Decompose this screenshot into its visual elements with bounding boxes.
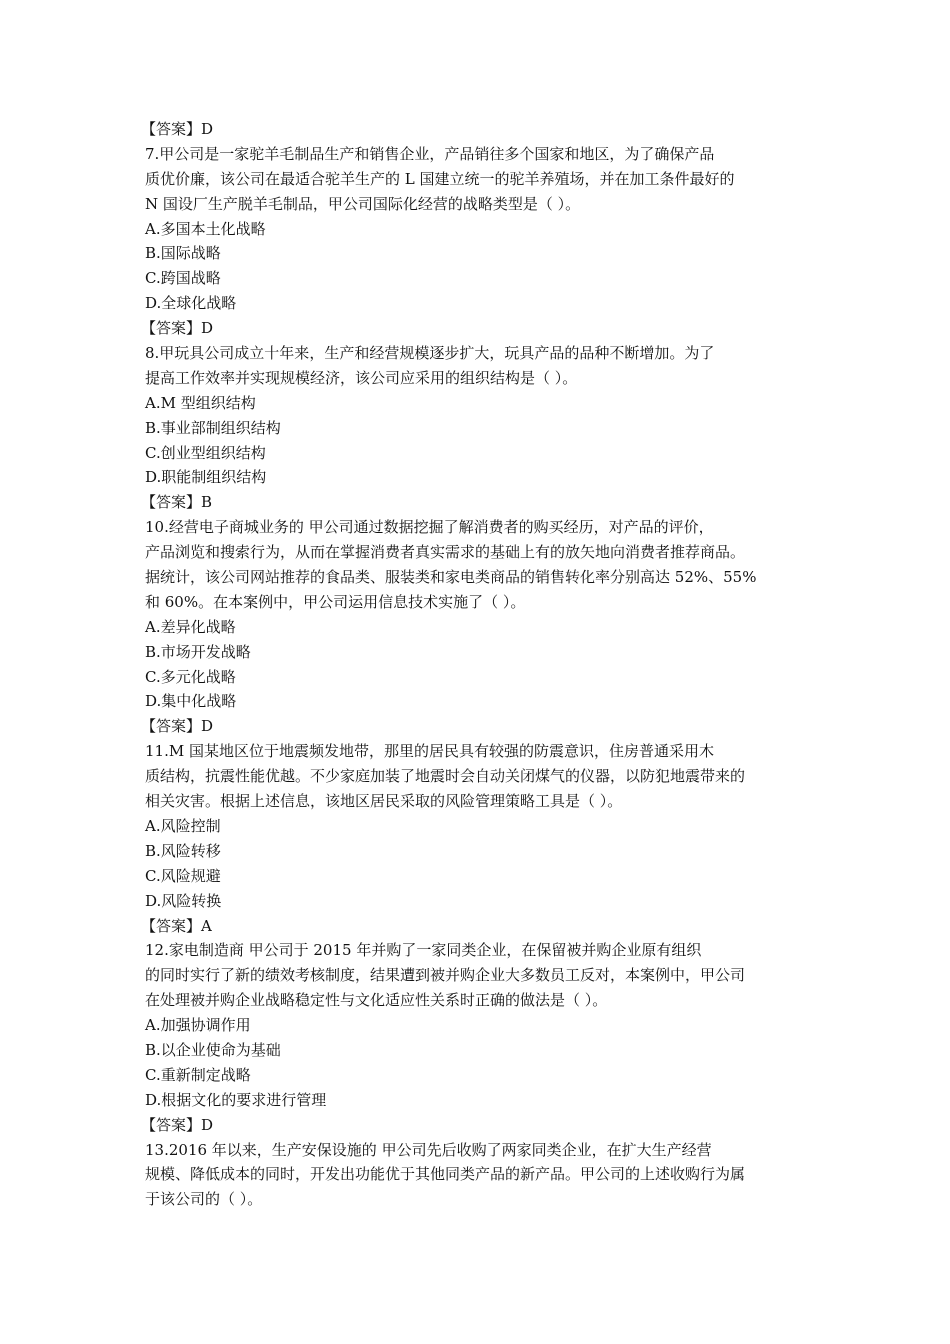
question-12-text: 12.家电制造商 甲公司于 2015 年并购了一家同类企业，在保留被并购企业原有组织 bbox=[145, 941, 702, 960]
option-d: D.根据文化的要求进行管理 bbox=[145, 1090, 327, 1109]
question-7-text: 质优价廉，该公司在最适合驼羊生产的 L 国建立统一的驼羊养殖场，并在加工条件最好的 bbox=[145, 169, 735, 188]
option-a: A.多国本土化战略 bbox=[145, 219, 266, 238]
question-13-text: 于该公司的（ ）。 bbox=[145, 1190, 263, 1209]
question-8-text: 8.甲玩具公司成立十年来，生产和经营规模逐步扩大，玩具产品的品种不断增加。为了 bbox=[145, 344, 715, 363]
question-11-text: 11.M 国某地区位于地震频发地带，那里的居民具有较强的防震意识，住房普通采用木 bbox=[145, 742, 714, 761]
question-10-text: 据统计，该公司网站推荐的食品类、服装类和家电类商品的销售转化率分别高达 52%、55% bbox=[145, 568, 757, 587]
option-b: B.风险转移 bbox=[145, 841, 221, 860]
question-7-text: N 国设厂生产脱羊毛制品，甲公司国际化经营的战略类型是（ ）。 bbox=[145, 194, 581, 213]
option-b: B.市场开发战略 bbox=[145, 642, 251, 661]
answer-line: 【答案】D bbox=[141, 1115, 214, 1134]
question-13-text: 规模、降低成本的同时，开发出功能优于其他同类产品的新产品。甲公司的上述收购行为属 bbox=[145, 1165, 746, 1184]
option-c: C.多元化战略 bbox=[145, 667, 236, 686]
answer-line: 【答案】D bbox=[141, 717, 214, 736]
question-12-text: 在处理被并购企业战略稳定性与文化适应性关系时正确的做法是（ ）。 bbox=[145, 991, 608, 1010]
option-b: B.事业部制组织结构 bbox=[145, 418, 281, 437]
option-a: A.差异化战略 bbox=[145, 617, 236, 636]
answer-line: 【答案】D bbox=[141, 120, 214, 138]
option-b: B.国际战略 bbox=[145, 244, 221, 263]
option-c: C.跨国战略 bbox=[145, 269, 221, 288]
option-a: A.风险控制 bbox=[145, 816, 221, 835]
question-8-text: 提高工作效率并实现规模经济，该公司应采用的组织结构是（ ）。 bbox=[145, 368, 578, 387]
question-10-text: 和 60%。在本案例中，甲公司运用信息技术实施了（ ）。 bbox=[145, 592, 526, 611]
option-c: C.风险规避 bbox=[145, 866, 221, 885]
question-7-text: 7.甲公司是一家驼羊毛制品生产和销售企业，产品销往多个国家和地区，为了确保产品 bbox=[145, 144, 715, 163]
option-b: B.以企业使命为基础 bbox=[145, 1040, 281, 1059]
question-10-text: 产品浏览和搜索行为，从而在掌握消费者真实需求的基础上有的放矢地向消费者推荐商品。 bbox=[145, 543, 746, 562]
option-a: A.加强协调作用 bbox=[145, 1016, 251, 1035]
option-d: D.集中化战略 bbox=[145, 692, 237, 711]
answer-line: 【答案】B bbox=[141, 493, 213, 512]
option-c: C.重新制定战略 bbox=[145, 1065, 251, 1084]
option-d: D.全球化战略 bbox=[145, 294, 237, 313]
document-body bbox=[141, 117, 815, 1212]
question-11-text: 质结构，抗震性能优越。不少家庭加装了地震时会自动关闭煤气的仪器，以防犯地震带来的 bbox=[145, 767, 746, 786]
answer-line: 【答案】A bbox=[141, 916, 212, 935]
option-a: A.M 型组织结构 bbox=[145, 393, 256, 412]
question-11-text: 相关灾害。根据上述信息，该地区居民采取的风险管理策略工具是（ ）。 bbox=[145, 792, 623, 811]
option-d: D.风险转换 bbox=[145, 891, 222, 910]
answer-line: 【答案】D bbox=[141, 319, 214, 338]
question-12-text: 的同时实行了新的绩效考核制度，结果遭到被并购企业大多数员工反对，本案例中，甲公司 bbox=[145, 966, 746, 985]
question-10-text: 10.经营电子商城业务的 甲公司通过数据挖掘了解消费者的购买经历，对产品的评价， bbox=[145, 518, 714, 537]
question-13-text: 13.2016 年以来，生产安保设施的 甲公司先后收购了两家同类企业，在扩大生产经营 bbox=[145, 1140, 712, 1159]
option-c: C.创业型组织结构 bbox=[145, 443, 266, 462]
option-d: D.职能制组织结构 bbox=[145, 468, 267, 487]
